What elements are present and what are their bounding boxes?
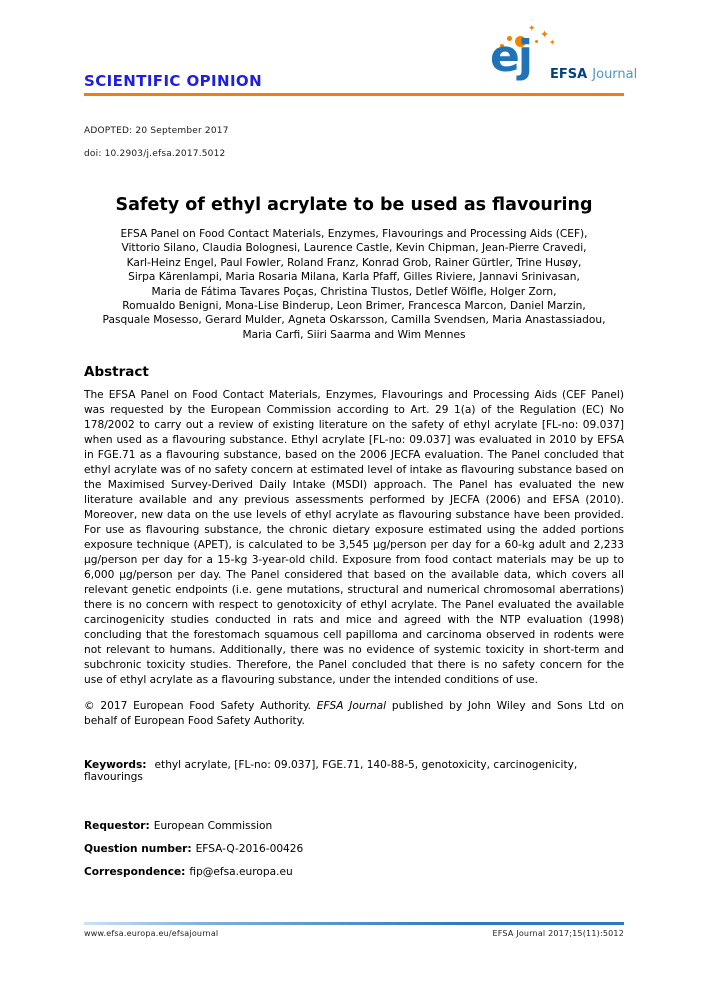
correspondence-label: Correspondence: bbox=[84, 866, 186, 879]
correspondence-email: fip@efsa.europa.eu bbox=[189, 866, 293, 879]
author-line: Pasquale Mosesso, Gerard Mulder, Agneta Oskarsson, Camilla Svendsen, Maria Anastassiadou, bbox=[102, 314, 606, 327]
author-line: Maria de Fátima Tavares Poças, Christina Tlustos, Detlef Wölfle, Holger Zorn, bbox=[151, 285, 557, 298]
footer-rule bbox=[84, 922, 624, 925]
article-body bbox=[84, 195, 624, 878]
author-line: EFSA Panel on Food Contact Materials, Enzymes, Flavourings and Processing Aids (CEF), bbox=[120, 228, 588, 240]
efsa-journal-logo bbox=[490, 24, 638, 89]
sparkle-star-icon: ✦ bbox=[528, 24, 536, 34]
requestor-row bbox=[84, 820, 624, 832]
ej-logo-icon: ej bbox=[490, 31, 531, 82]
doi-text: doi: 10.2903/j.efsa.2017.5012 bbox=[84, 149, 226, 159]
sparkle-star-icon: ✦ bbox=[549, 38, 556, 47]
requestor-value: European Commission bbox=[153, 820, 273, 833]
keywords-label: Keywords: bbox=[84, 759, 147, 772]
question-number-label: Question number: bbox=[84, 843, 192, 856]
section-label: SCIENTIFIC OPINION bbox=[84, 72, 263, 90]
question-number-row bbox=[84, 843, 624, 855]
sparkle-dot-icon bbox=[535, 40, 538, 43]
masthead bbox=[84, 0, 638, 93]
copyright-post: published by John Wiley and Sons Ltd on behalf of European Food Safety Authority. bbox=[84, 700, 624, 728]
logo-brand-efsa: EFSA bbox=[550, 67, 588, 82]
requestor-label: Requestor: bbox=[84, 820, 150, 833]
request-info bbox=[84, 820, 624, 878]
copyright-notice bbox=[84, 699, 624, 729]
keywords-value: ethyl acrylate, [FL-no: 09.037], FGE.71, 140-88-5, genotoxicity, carcinogenicity, flavourings bbox=[84, 759, 578, 784]
author-line: Romualdo Benigni, Mona-Lise Binderup, Leon Brimer, Francesca Marcon, Daniel Marzin, bbox=[122, 300, 586, 313]
question-number-value: EFSA-Q-2016-00426 bbox=[195, 843, 304, 856]
abstract-heading: Abstract bbox=[84, 364, 149, 381]
abstract-text: The EFSA Panel on Food Contact Materials, Enzymes, Flavourings and Processing Aids (CEF Panel) was requested by the European Commission according to Art. 29 1(a) of the Regulation (EC) No 178/2002 to carry out a review of existing literature on the safety of ethyl acrylate [FL-no: 09.037] when used as a flavouring substance. Ethyl acrylate [FL-no: 09.037] was evaluated in 2010 by EFSA in FGE.71 as a flavouring substance, based on the 2006 JECFA evaluation. The Panel concluded that ethyl acrylate was of no safety concern at estimated level of intake as flavouring substance based on the Maximised Survey-Derived Daily Intake (MSDI) approach. The Panel has evaluated the new literature available and any previous assessments performed by JECFA (2006) and EFSA (2010). Moreover, new data on the use levels of ethyl acrylate as flavouring substance have been provided. For use as flavouring substance, the chronic dietary exposure estimated using the added portions exposure technique (APET), is calculated to be 3,545 µg/person per day for a 60-kg adult and 2,233 µg/person per day for a 15-kg 3-year-old child. Exposure from food contact materials may be up to 6,000 µg/person per day. The Panel considered that based on the available data, which covers all relevant genetic endpoints (i.e. gene mutations, structural and numerical chromosomal aberrations) there is no concern with respect to genotoxicity of ethyl acrylate. The Panel evaluated the available carcinogenicity studies conducted in rats and mice and agreed with the NTP evaluation (1998) concluding that the forestomach squamous cell papilloma and carcinoma observed in rodents were not relevant to humans. Additionally, there was no evidence of systemic toxicity in short-term and subchronic toxicity studies. Therefore, the Panel concluded that there is no safety concern for the use of ethyl acrylate as a flavouring substance, under the intended conditions of use. bbox=[84, 389, 624, 687]
author-line: Vittorio Silano, Claudia Bolognesi, Laurence Castle, Kevin Chipman, Jean-Pierre Cravedi, bbox=[121, 242, 587, 255]
author-list bbox=[84, 227, 624, 342]
page-footer bbox=[84, 922, 624, 938]
copyright-journal-name: EFSA Journal bbox=[316, 700, 387, 713]
adopted-date: ADOPTED: 20 September 2017 bbox=[84, 126, 229, 136]
footer-journal-url: www.efsa.europa.eu/efsajournal bbox=[84, 929, 219, 938]
footer-citation: EFSA Journal 2017;15(11):5012 bbox=[492, 929, 624, 938]
logo-brand-text bbox=[550, 63, 637, 82]
article-title: Safety of ethyl acrylate to be used as flavouring bbox=[115, 195, 593, 215]
keywords-row bbox=[84, 759, 624, 783]
correspondence-row bbox=[84, 866, 624, 878]
logo-brand-journal: Journal bbox=[592, 67, 638, 82]
sparkle-star-icon: ✦ bbox=[540, 28, 550, 41]
copyright-pre: © 2017 European Food Safety Authority. bbox=[84, 700, 317, 713]
page-header bbox=[84, 0, 638, 159]
author-line: Karl-Heinz Engel, Paul Fowler, Roland Franz, Konrad Grob, Rainer Gürtler, Trine Husøy, bbox=[126, 256, 582, 269]
author-line: Maria Carfi, Siiri Saarma and Wim Mennes bbox=[242, 328, 466, 341]
header-rule bbox=[84, 93, 624, 96]
author-line: Sirpa Kärenlampi, Maria Rosaria Milana, Karla Pfaff, Gilles Riviere, Jannavi Srinivasan, bbox=[128, 271, 580, 284]
